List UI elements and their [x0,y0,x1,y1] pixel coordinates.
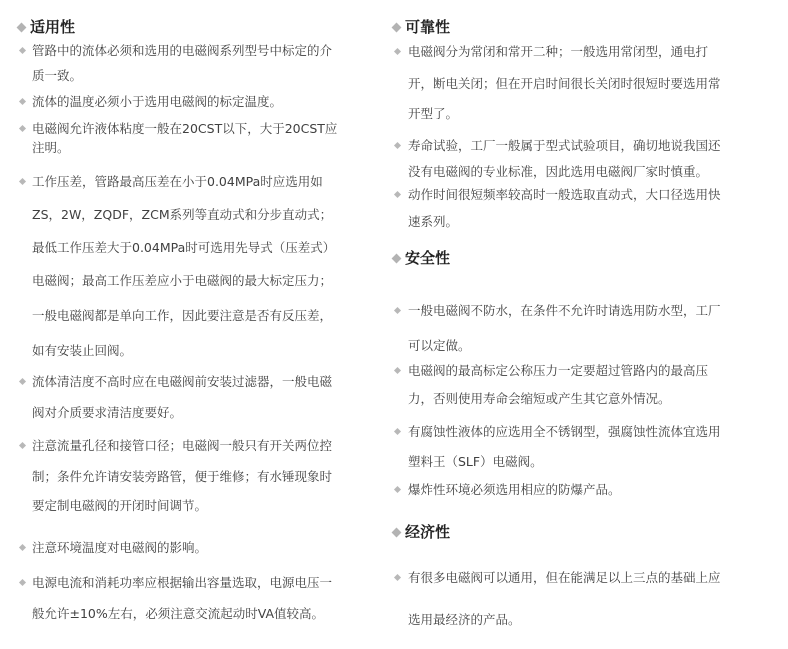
list-item-text: 寿命试验，工厂一般属于型式试验项目，确切地说我国还 [408,138,721,153]
list-item-text: 如有安装止回阀。 [32,343,133,358]
list-item-text: 质一致。 [32,68,83,83]
list-item-text: 爆炸性环境必须选用相应的防爆产品。 [408,482,621,497]
diamond-bullet-icon [19,125,26,132]
list-item-text: 电磁阀；最高工作压差应小于电磁阀的最大标定压力； [32,273,333,288]
list-item-text: 速系列。 [408,214,459,229]
diamond-bullet-icon [394,142,401,149]
diamond-bullet-icon [394,191,401,198]
diamond-bullet-icon [17,23,27,33]
list-item-text: 注意流量孔径和接管口径；电磁阀一般只有开关两位控 [32,438,333,453]
diamond-bullet-icon [392,528,402,538]
diamond-bullet-icon [392,254,402,264]
list-item-text: 工作压差，管路最高压差在小于0.04MPa时应选用如 [32,174,323,189]
diamond-bullet-icon [394,48,401,55]
list-item-text: 一般电磁阀都是单向工作，因此要注意是否有反压差， [32,308,333,323]
list-item-text: 制；条件允许请安装旁路管，便于维修；有水锤现象时 [32,469,333,484]
list-item-text: 要定制电磁阀的开闭时间调节。 [32,498,208,513]
list-item-text: 电磁阀允许液体粘度一般在20CST以下，大于20CST应 [32,121,338,136]
list-item-text: 一般电磁阀不防水，在条件不允许时请选用防水型，工厂 [408,303,721,318]
list-item-text: 电磁阀分为常闭和常开二种；一般选用常闭型，通电打 [408,44,709,59]
diamond-bullet-icon [19,544,26,551]
diamond-bullet-icon [394,486,401,493]
list-item-text: 流体清洁度不高时应在电磁阀前安装过滤器，一般电磁 [32,374,333,389]
diamond-bullet-icon [394,307,401,314]
list-item-text: 开，断电关闭；但在开启时间很长关闭时很短时要选用常 [408,76,721,91]
list-item-text: 注明。 [32,140,70,155]
diamond-bullet-icon [19,442,26,449]
list-item-text: 电源电流和消耗功率应根据输出容量选取，电源电压一 [32,575,333,590]
list-item-text: 般允许±10%左右，必须注意交流起动时VA值较高。 [32,606,325,621]
list-item-text: 有很多电磁阀可以通用，但在能满足以上三点的基础上应 [408,570,721,585]
list-item-text: ZS，2W，ZQDF，ZCM系列等直动式和分步直动式； [32,207,333,222]
diamond-bullet-icon [19,178,26,185]
list-item-text: 开型了。 [408,106,459,121]
diamond-bullet-icon [19,378,26,385]
diamond-bullet-icon [19,47,26,54]
section-title: 安全性 [405,249,451,267]
diamond-bullet-icon [394,428,401,435]
diamond-bullet-icon [392,23,402,33]
list-item-text: 最低工作压差大于0.04MPa时可选用先导式（压差式） [32,240,336,255]
list-item-text: 流体的温度必须小于选用电磁阀的标定温度。 [32,94,283,109]
diamond-bullet-icon [394,574,401,581]
list-item-text: 管路中的流体必须和选用的电磁阀系列型号中标定的介 [32,43,333,58]
diamond-bullet-icon [19,579,26,586]
list-item-text: 注意环境温度对电磁阀的影响。 [32,540,208,555]
list-item-text: 可以定做。 [408,338,471,353]
list-item-text: 动作时间很短频率较高时一般选取直动式，大口径选用快 [408,187,721,202]
list-item-text: 塑料王（SLF）电磁阀。 [408,454,543,469]
list-item-text: 阀对介质要求清洁度要好。 [32,405,183,420]
section-title: 经济性 [405,523,451,541]
list-item-text: 选用最经济的产品。 [408,612,521,627]
list-item-text: 电磁阀的最高标定公称压力一定要超过管路内的最高压 [408,363,709,378]
diamond-bullet-icon [19,98,26,105]
diamond-bullet-icon [394,367,401,374]
section-title: 适用性 [30,18,76,36]
list-item-text: 没有电磁阀的专业标准，因此选用电磁阀厂家时慎重。 [408,164,709,179]
list-item-text: 力，否则使用寿命会缩短或产生其它意外情况。 [408,391,671,406]
section-title: 可靠性 [405,18,451,36]
list-item-text: 有腐蚀性液体的应选用全不锈钢型，强腐蚀性流体宜选用 [408,424,721,439]
